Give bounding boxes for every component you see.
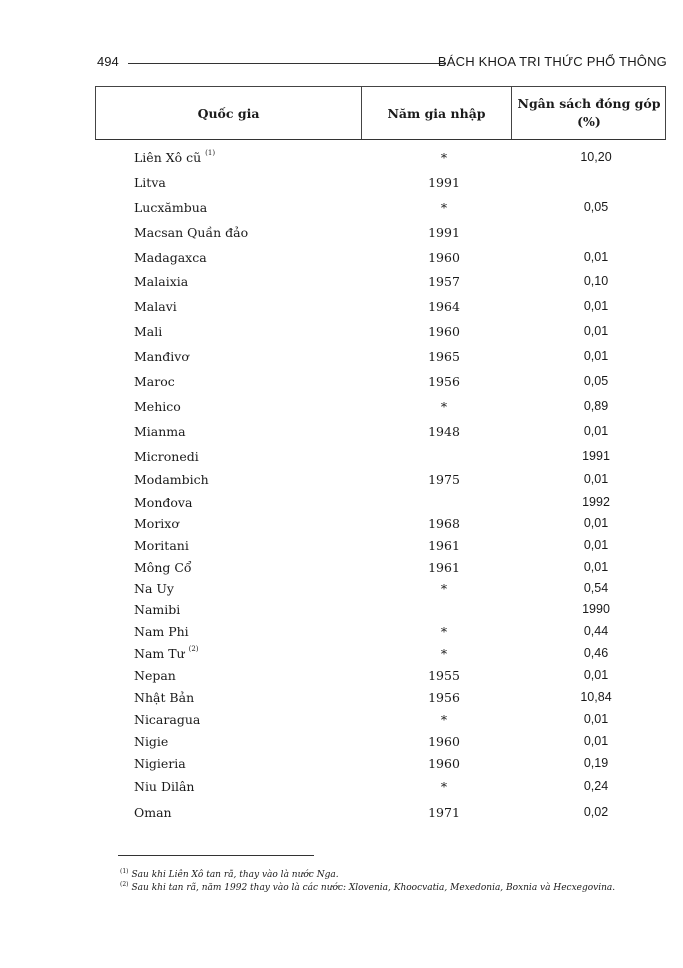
year-cell: * xyxy=(440,646,448,661)
country-cell xyxy=(134,299,177,314)
country-name: Liên Xô cũ xyxy=(134,150,202,165)
table-row xyxy=(0,602,683,622)
year-cell: 1960 xyxy=(428,324,460,339)
table-row xyxy=(0,646,683,666)
country-name: Nicaragua xyxy=(134,712,201,727)
year-cell: 1968 xyxy=(428,516,460,531)
country-name: Nam Tư xyxy=(134,646,185,661)
table-row xyxy=(0,624,683,644)
table-row xyxy=(0,779,683,799)
budget-cell: 0,54 xyxy=(583,581,609,595)
country-name: Morixơ xyxy=(134,516,179,531)
country-cell xyxy=(134,756,186,771)
budget-cell: 0,05 xyxy=(583,200,609,214)
country-name: Oman xyxy=(134,805,172,820)
country-name: Macsan Quần đảo xyxy=(134,225,249,240)
year-cell: * xyxy=(440,399,448,414)
budget-cell: 0,10 xyxy=(583,274,609,288)
year-cell: 1960 xyxy=(428,756,460,771)
year-cell: * xyxy=(440,712,448,727)
year-cell: 1991 xyxy=(428,225,460,240)
country-name: Niu Dilân xyxy=(134,779,195,794)
country-name: Namibi xyxy=(134,602,181,617)
table-row xyxy=(0,495,683,515)
budget-cell: 0,01 xyxy=(583,424,609,438)
country-cell xyxy=(134,424,186,439)
table-row xyxy=(0,449,683,469)
year-cell: 1960 xyxy=(428,250,460,265)
column-header-budget: Ngân sách đóng góp (%) xyxy=(517,96,661,129)
table-row xyxy=(0,538,683,558)
footnote-rule xyxy=(118,855,314,856)
country-name: Moritani xyxy=(134,538,189,553)
year-cell: 1965 xyxy=(428,349,460,364)
table-row xyxy=(0,150,683,170)
budget-cell: 0,05 xyxy=(583,374,609,388)
country-name: Mali xyxy=(134,324,163,339)
country-name: Modambich xyxy=(134,472,209,487)
country-name: Mianma xyxy=(134,424,186,439)
budget-cell: 1991 xyxy=(582,449,610,463)
country-name: Nigieria xyxy=(134,756,186,771)
budget-cell: 0,01 xyxy=(583,299,609,313)
country-cell xyxy=(134,516,179,531)
budget-cell: 0,01 xyxy=(583,560,609,574)
country-cell xyxy=(134,449,199,464)
budget-cell: 0,01 xyxy=(583,324,609,338)
table-row xyxy=(0,756,683,776)
year-cell: * xyxy=(440,150,448,165)
budget-cell: 0,01 xyxy=(583,516,609,530)
table-row xyxy=(0,399,683,419)
table-row xyxy=(0,734,683,754)
country-cell xyxy=(134,560,192,575)
footnote-ref: (1) xyxy=(205,148,216,157)
country-name: Nepan xyxy=(134,668,176,683)
country-cell xyxy=(134,150,215,165)
country-cell xyxy=(134,668,176,683)
country-name: Na Uy xyxy=(134,581,174,596)
budget-cell: 0,01 xyxy=(583,538,609,552)
table-row xyxy=(0,472,683,492)
country-cell xyxy=(134,250,207,265)
country-name: Litva xyxy=(134,175,166,190)
country-cell xyxy=(134,602,180,617)
country-cell xyxy=(134,472,209,487)
budget-cell: 0,01 xyxy=(583,349,609,363)
year-cell: 1964 xyxy=(428,299,460,314)
table-row xyxy=(0,668,683,688)
country-name: Malaixia xyxy=(134,274,189,289)
budget-cell: 0,89 xyxy=(583,399,609,413)
table-row xyxy=(0,560,683,580)
column-header-country: Quốc gia xyxy=(96,87,362,139)
table-row xyxy=(0,324,683,344)
header-rule xyxy=(128,63,446,64)
table-row xyxy=(0,299,683,319)
year-cell: 1991 xyxy=(428,175,460,190)
country-cell xyxy=(134,349,189,364)
budget-cell: 0,01 xyxy=(583,250,609,264)
running-header-title: BÁCH KHOA TRI THỨC PHỔ THÔNG xyxy=(437,54,667,69)
footnote-mark: (1) xyxy=(120,868,129,875)
country-name: Mông Cổ xyxy=(134,560,192,575)
budget-cell: 0,01 xyxy=(583,712,609,726)
table-row xyxy=(0,349,683,369)
country-name: Madagaxca xyxy=(134,250,207,265)
country-cell xyxy=(134,646,199,661)
country-name: Nigie xyxy=(134,734,169,749)
country-cell xyxy=(134,690,194,705)
country-name: Micronedi xyxy=(134,449,199,464)
table-header xyxy=(95,86,666,140)
table-row xyxy=(0,712,683,732)
year-cell: * xyxy=(440,779,448,794)
country-cell xyxy=(134,374,175,389)
page-number: 494 xyxy=(97,54,119,69)
budget-cell: 0,24 xyxy=(583,779,609,793)
budget-cell: 1992 xyxy=(582,495,610,509)
year-cell: 1961 xyxy=(428,560,460,575)
country-name: Lucxămbua xyxy=(134,200,208,215)
column-header-year: Năm gia nhập xyxy=(362,87,512,139)
country-name: Mehico xyxy=(134,399,181,414)
country-cell xyxy=(134,581,174,596)
budget-cell: 0,19 xyxy=(583,756,609,770)
year-cell: 1955 xyxy=(428,668,460,683)
year-cell: 1960 xyxy=(428,734,460,749)
footnote-ref: (2) xyxy=(188,644,199,653)
country-cell xyxy=(134,175,166,190)
country-name: Maroc xyxy=(134,374,175,389)
footnote-text: Sau khi tan rã, năm 1992 thay vào là các nước: Xlovenia, Khoocvatia, Mexedonia, Boxnia và Hecxegovina. xyxy=(131,883,616,893)
year-cell: * xyxy=(440,581,448,596)
country-name: Monđova xyxy=(134,495,193,510)
country-name: Nam Phi xyxy=(134,624,189,639)
country-name: Nhật Bản xyxy=(134,690,195,705)
year-cell: 1948 xyxy=(428,424,460,439)
year-cell: * xyxy=(440,624,448,639)
country-cell xyxy=(134,399,181,414)
country-cell xyxy=(134,805,172,820)
budget-cell: 10,20 xyxy=(580,150,612,164)
country-cell xyxy=(134,624,189,639)
table-row xyxy=(0,374,683,394)
country-name: Malavi xyxy=(134,299,177,314)
year-cell: 1956 xyxy=(428,690,460,705)
year-cell: 1975 xyxy=(428,472,460,487)
table-row xyxy=(0,200,683,220)
country-cell xyxy=(134,712,200,727)
footnote-mark: (2) xyxy=(120,881,129,888)
table-row xyxy=(0,516,683,536)
country-cell xyxy=(134,225,248,240)
year-cell: * xyxy=(440,200,448,215)
country-cell xyxy=(134,779,194,794)
budget-cell: 0,01 xyxy=(583,734,609,748)
country-cell xyxy=(134,495,192,510)
country-cell xyxy=(134,274,188,289)
budget-cell: 0,01 xyxy=(583,668,609,682)
budget-cell: 0,44 xyxy=(583,624,609,638)
country-name: Manđivơ xyxy=(134,349,189,364)
year-cell: 1961 xyxy=(428,538,460,553)
year-cell: 1956 xyxy=(428,374,460,389)
country-cell xyxy=(134,200,207,215)
budget-cell: 10,84 xyxy=(580,690,612,704)
table-row xyxy=(0,581,683,601)
footnote-2 xyxy=(120,879,650,894)
country-cell xyxy=(134,324,162,339)
budget-cell: 0,01 xyxy=(583,472,609,486)
country-cell xyxy=(134,538,189,553)
table-row xyxy=(0,274,683,294)
budget-cell: 0,02 xyxy=(583,805,609,819)
table-row xyxy=(0,424,683,444)
year-cell: 1971 xyxy=(428,805,460,820)
budget-cell: 1990 xyxy=(582,602,610,616)
table-row xyxy=(0,805,683,825)
budget-cell: 0,46 xyxy=(583,646,609,660)
table-row xyxy=(0,225,683,245)
table-row xyxy=(0,250,683,270)
table-row xyxy=(0,690,683,710)
country-cell xyxy=(134,734,168,749)
year-cell: 1957 xyxy=(428,274,460,289)
footnote-text: Sau khi Liên Xô tan rã, thay vào là nước Nga. xyxy=(131,870,339,880)
table-row xyxy=(0,175,683,195)
